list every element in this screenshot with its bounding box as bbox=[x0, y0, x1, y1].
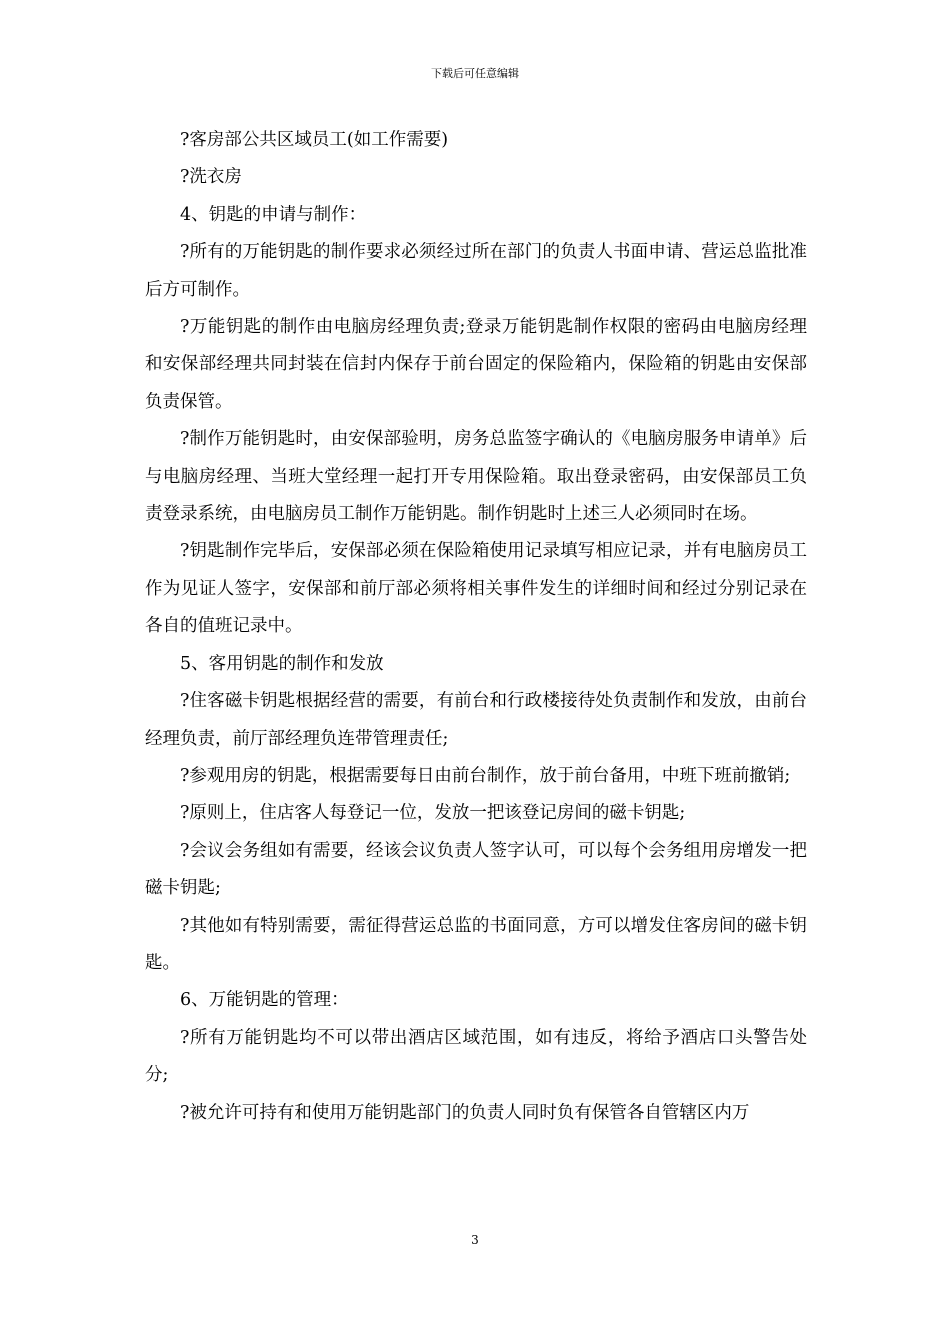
paragraph-2: ?洗衣房 bbox=[180, 167, 242, 188]
paragraph-10: ?参观用房的钥匙，根据需要每日由前台制作，放于前台备用，中班下班前撤销; bbox=[180, 765, 791, 786]
header-note: 下载后可任意编辑 bbox=[431, 67, 519, 80]
paragraph-1: ?客房部公共区域员工(如工作需要) bbox=[180, 130, 449, 150]
paragraph-12: ?会议会务组如有需要，经该会议负责人签字认可，可以每个会务组用房增发一把磁卡钥匙; bbox=[145, 840, 807, 899]
paragraph-16: ?被允许可持有和使用万能钥匙部门的负责人同时负有保管各自管辖区内万 bbox=[180, 1102, 750, 1123]
paragraph-4: ?所有的万能钥匙的制作要求必须经过所在部门的负责人书面申请、营运总监批准后方可制作。 bbox=[145, 242, 807, 300]
paragraph-11: ?原则上，住店客人每登记一位，发放一把该登记房间的磁卡钥匙; bbox=[180, 803, 686, 824]
section-heading-4: 4、钥匙的申请与制作： bbox=[180, 204, 367, 225]
paragraph-9: ?住客磁卡钥匙根据经营的需要，有前台和行政楼接待处负责制作和发放，由前台经理负责，前厅部经理负连带管理责任; bbox=[145, 691, 807, 749]
document-body bbox=[145, 122, 807, 1132]
paragraph-7: ?钥匙制作完毕后，安保部必须在保险箱使用记录填写相应记录，并有电脑房员工作为见证人签字，安保部和前厅部必须将相关事件发生的详细时间和经过分别记录在各自的值班记录中。 bbox=[145, 541, 807, 637]
paragraph-6: ?制作万能钥匙时，由安保部验明，房务总监签字确认的《电脑房服务申请单》后与电脑房经理、当班大堂经理一起打开专用保险箱。取出登录密码，由安保部员工负责登录系统，由电脑房员工制作万能钥匙。制作钥匙时上述三人必须同时在场。 bbox=[145, 429, 807, 525]
paragraph-13: ?其他如有特别需要，需征得营运总监的书面同意，方可以增发住客房间的磁卡钥匙。 bbox=[145, 915, 807, 973]
section-heading-5: 5、客用钥匙的制作和发放 bbox=[180, 653, 384, 674]
page-number: 3 bbox=[471, 1233, 479, 1247]
paragraph-5: ?万能钥匙的制作由电脑房经理负责;登录万能钥匙制作权限的密码由电脑房经理和安保部经理共同封装在信封内保存于前台固定的保险箱内，保险箱的钥匙由安保部负责保管。 bbox=[145, 317, 807, 412]
paragraph-15: ?所有万能钥匙均不可以带出酒店区域范围，如有违反，将给予酒店口头警告处分; bbox=[145, 1027, 807, 1086]
section-heading-6: 6、万能钥匙的管理： bbox=[180, 990, 349, 1011]
